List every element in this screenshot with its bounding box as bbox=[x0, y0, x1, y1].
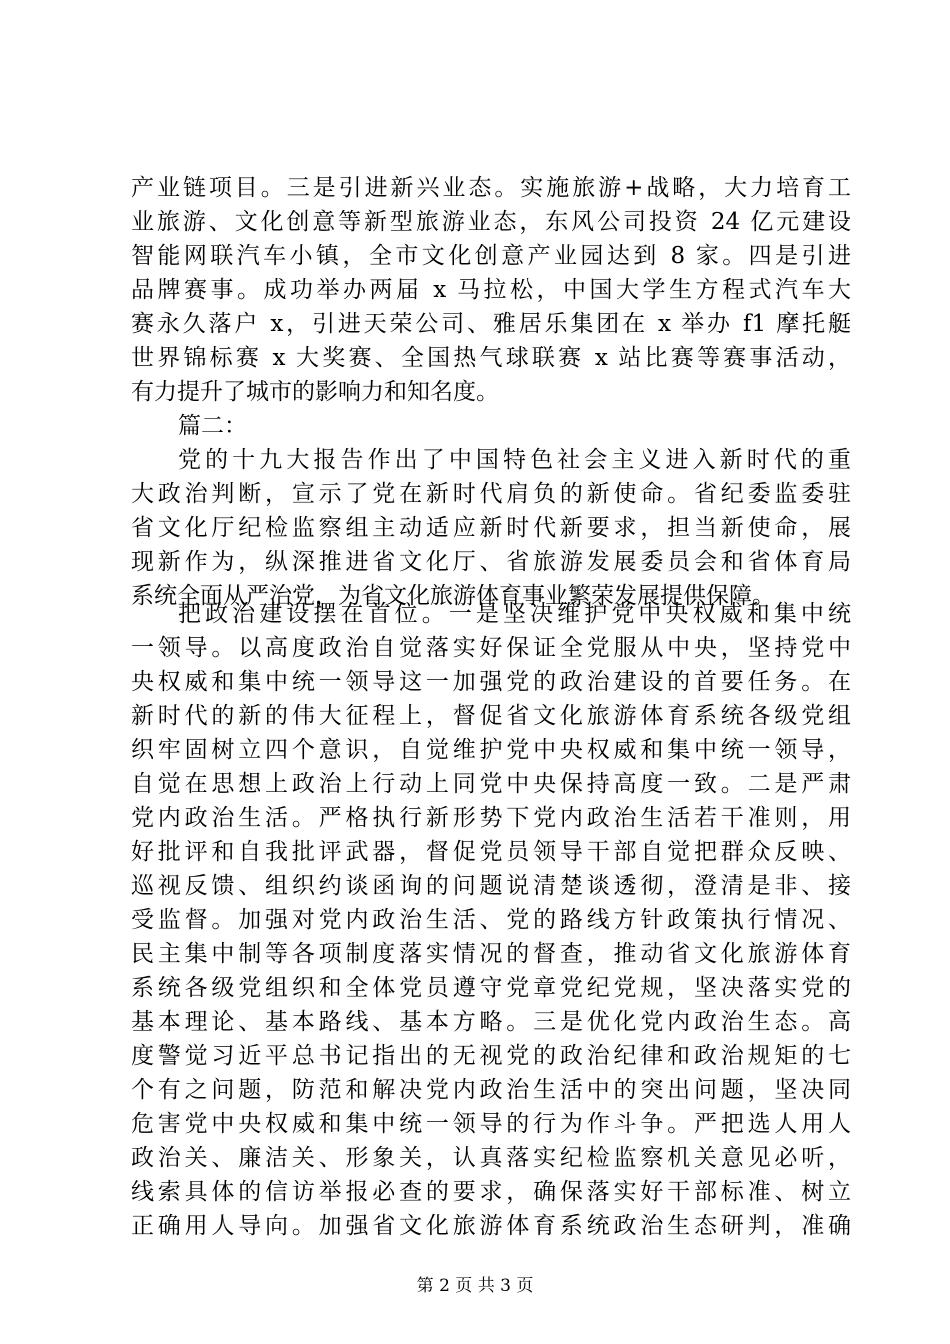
text-line: 省文化厅纪检监察组主动适应新时代新要求，担当新使命，展 bbox=[131, 515, 851, 541]
text-line: 赛永久落户 x，引进天荣公司、雅居乐集团在 x 举办 f1 摩托艇 bbox=[131, 311, 851, 337]
text-line: 自觉在思想上政治上行动上同党中央保持高度一致。二是严肃 bbox=[131, 771, 851, 797]
text-line: 业旅游、文化创意等新型旅游业态，东风公司投资 24 亿元建设 bbox=[131, 209, 851, 235]
text-line: 正确用人导向。加强省文化旅游体育系统政治生态研判，准确 bbox=[131, 1213, 851, 1239]
text-line: 基本理论、基本路线、基本方略。三是优化党内政治生态。高 bbox=[131, 1009, 851, 1035]
text-line: 政治关、廉洁关、形象关，认真落实纪检监察机关意见必听， bbox=[131, 1145, 851, 1171]
text-line: 织牢固树立四个意识，自觉维护党中央权威和集中统一领导， bbox=[131, 737, 851, 763]
text-block-2 bbox=[131, 597, 851, 1243]
text-line: 新时代的新的伟大征程上，督促省文化旅游体育系统各级党组 bbox=[131, 703, 851, 729]
text-line: 民主集中制等各项制度落实情况的督查，推动省文化旅游体育 bbox=[131, 941, 851, 967]
text-line: 危害党中央权威和集中统一领导的行为作斗争。严把选人用人 bbox=[131, 1111, 851, 1137]
text-line: 智能网联汽车小镇，全市文化创意产业园达到 8 家。四是引进 bbox=[131, 243, 851, 269]
text-line: 把政治建设摆在首位。一是坚决维护党中央权威和集中统 bbox=[178, 601, 851, 627]
text-line: 世界锦标赛 x 大奖赛、全国热气球联赛 x 站比赛等赛事活动， bbox=[131, 345, 851, 371]
text-line: 好批评和自我批评武器，督促党员领导干部自觉把群众反映、 bbox=[131, 839, 851, 865]
text-line: 一领导。以高度政治自觉落实好保证全党服从中央，坚持党中 bbox=[131, 635, 851, 661]
text-line: 度警觉习近平总书记指出的无视党的政治纪律和政治规矩的七 bbox=[131, 1043, 851, 1069]
text-block-1 bbox=[131, 171, 851, 613]
text-line: 产业链项目。三是引进新兴业态。实施旅游+战略，大力培育工 bbox=[131, 175, 851, 201]
section-heading: 篇二： bbox=[178, 413, 247, 439]
text-line: 有力提升了城市的影响力和知名度。 bbox=[131, 379, 499, 405]
text-line: 央权威和集中统一领导这一加强党的政治建设的首要任务。在 bbox=[131, 669, 851, 695]
page-number-footer: 第 2 页 共 3 页 bbox=[416, 1276, 534, 1296]
text-line: 个有之问题，防范和解决党内政治生活中的突出问题，坚决同 bbox=[131, 1077, 851, 1103]
text-line: 系统各级党组织和全体党员遵守党章党纪党规，坚决落实党的 bbox=[131, 975, 851, 1001]
text-line: 线索具体的信访举报必查的要求，确保落实好干部标准、树立 bbox=[131, 1179, 851, 1205]
text-line: 党的十九大报告作出了中国特色社会主义进入新时代的重 bbox=[178, 447, 851, 473]
text-line: 巡视反馈、组织约谈函询的问题说清楚谈透彻，澄清是非、接 bbox=[131, 873, 851, 899]
text-line: 品牌赛事。成功举办两届 x 马拉松，中国大学生方程式汽车大 bbox=[131, 277, 851, 303]
text-line: 大政治判断，宣示了党在新时代肩负的新使命。省纪委监委驻 bbox=[131, 481, 851, 507]
text-line: 受监督。加强对党内政治生活、党的路线方针政策执行情况、 bbox=[131, 907, 851, 933]
text-line: 党内政治生活。严格执行新形势下党内政治生活若干准则，用 bbox=[131, 805, 851, 831]
text-line: 现新作为，纵深推进省文化厅、省旅游发展委员会和省体育局 bbox=[131, 549, 851, 575]
text-line: 系统全面从严治党，为省文化旅游体育事业繁荣发展提供保障。 bbox=[131, 583, 775, 609]
